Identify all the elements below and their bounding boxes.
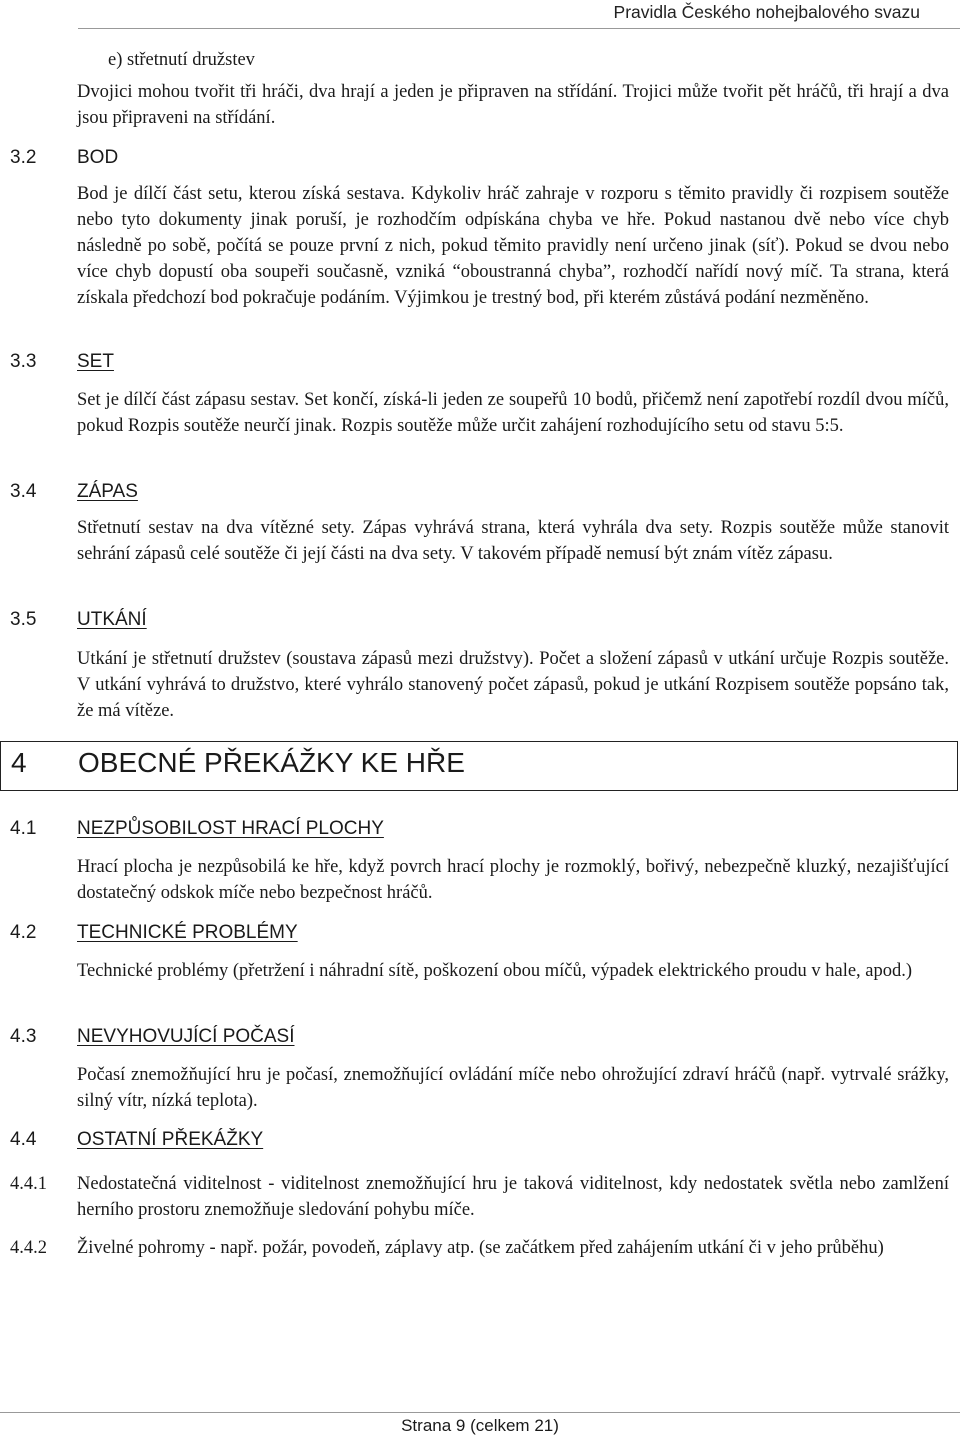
chapter-number: 4 [11, 747, 27, 778]
section-number-4-2: 4.2 [10, 922, 37, 943]
section-number-4-1: 4.1 [10, 818, 37, 839]
running-header: Pravidla Českého nohejbalového svazu [613, 2, 920, 22]
section-text-pocasi: Počasí znemožňující hru je počasí, znemožňující ovládání míče nebo ohrožující zdraví hráčů (např. vytrvalé srážky, silný vítr, nízká teplota). [77, 1065, 949, 1111]
chapter-title: OBECNÉ PŘEKÁŽKY KE HŘE [78, 747, 465, 778]
footer-rule [0, 1412, 960, 1413]
section-title-nezpusobilost: NEZPŮSOBILOST HRACÍ PLOCHY [77, 818, 384, 839]
section-title-utkani: UTKÁNÍ [77, 609, 147, 630]
subsection-number-4-4-2: 4.4.2 [10, 1238, 47, 1258]
section-number-3-5: 3.5 [10, 609, 37, 630]
header-rule [78, 28, 960, 29]
section-number-3-4: 3.4 [10, 481, 37, 502]
section-number-3-3: 3.3 [10, 351, 37, 372]
subsection-text-4-4-1: Nedostatečná viditelnost - viditelnost znemožňující hru je taková viditelnost, kdy nedostatek světla nebo zamlžení herního prostoru znemožňuje sledování pohybu míče. [77, 1174, 949, 1220]
section-title-zapas: ZÁPAS [77, 481, 138, 502]
section-number-4-3: 4.3 [10, 1026, 37, 1047]
subsection-text-4-4-2: Živelné pohromy - např. požár, povodeň, záplavy atp. (se začátkem před zahájením utkání či v jeho průběhu) [77, 1238, 884, 1258]
page-footer: Strana 9 (celkem 21) [401, 1416, 559, 1435]
section-number-4-4: 4.4 [10, 1129, 37, 1150]
list-item-e-text: Dvojici mohou tvořit tři hráči, dva hrají a jeden je připraven na střídání. Trojici může tvořit pět hráčů, tři hrají a dva jsou připraveni na střídání. [77, 82, 949, 128]
list-item-e-label: e) střetnutí družstev [108, 50, 255, 70]
section-text-bod: Bod je dílčí část setu, kterou získá sestava. Kdykoliv hráč zahraje v rozporu s těmito pravidly či rozpisem soutěže nebo tyto dokumenty jinak poruší, je rozhodčím odpískána chyba ve hře. Pokud nastanou dvě nebo více chyb následně po sobě, počítá se pouze první z nich, pokud těmito pravidly není určeno jinak (síť). Pokud se dvou nebo více chyb dopustí oba soupeři současně, vzniká “oboustranná chyba”, rozhodčí nařídí nový míč. Ta strana, která získala předchozí bod pokračuje podáním. Výjimkou je trestný bod, při kterém zůstává podání nezměněno. [77, 184, 949, 308]
section-title-pocasi: NEVYHOVUJÍCÍ POČASÍ [77, 1026, 295, 1047]
subsection-number-4-4-1: 4.4.1 [10, 1174, 47, 1194]
section-text-set: Set je dílčí část zápasu sestav. Set končí, získá-li jeden ze soupeřů 10 bodů, přičemž není zapotřebí rozdíl dvou míčů, pokud Rozpis soutěže neurčí jinak. Rozpis soutěže může určit zahájení rozhodujícího setu od stavu 5:5. [77, 390, 949, 436]
section-title-set: SET [77, 351, 114, 372]
section-title-technicke-problemy: TECHNICKÉ PROBLÉMY [77, 922, 298, 943]
section-title-ostatni: OSTATNÍ PŘEKÁŽKY [77, 1129, 264, 1150]
section-text-utkani: Utkání je střetnutí družstev (soustava zápasů mezi družstvy). Počet a složení zápasů v utkání určuje Rozpis soutěže. V utkání vyhrává to družstvo, které vyhrálo stanovený počet zápasů, pokud je utkání Rozpisem soutěže popsáno tak, že má vítěze. [77, 649, 949, 721]
section-number-3-2: 3.2 [10, 147, 37, 168]
section-title-bod: BOD [77, 147, 119, 168]
chapter-heading-box [0, 741, 958, 791]
section-text-technicke-problemy: Technické problémy (přetržení i náhradní sítě, poškození obou míčů, výpadek elektrického proudu v hale, apod.) [77, 961, 913, 981]
section-text-zapas: Střetnutí sestav na dva vítězné sety. Zápas vyhrává strana, která vyhrála dva sety. Rozpis soutěže může stanovit sehrání zápasů celé soutěže či její části na dva sety. V takovém případě nemusí být znám vítěz zápasu. [77, 518, 949, 564]
section-text-nezpusobilost: Hrací plocha je nezpůsobilá ke hře, když povrch hrací plochy je rozmoklý, bořivý, nebezpečně kluzký, nezajišťující dostatečný odskok míče nebo bezpečnost hráčů. [77, 857, 949, 903]
